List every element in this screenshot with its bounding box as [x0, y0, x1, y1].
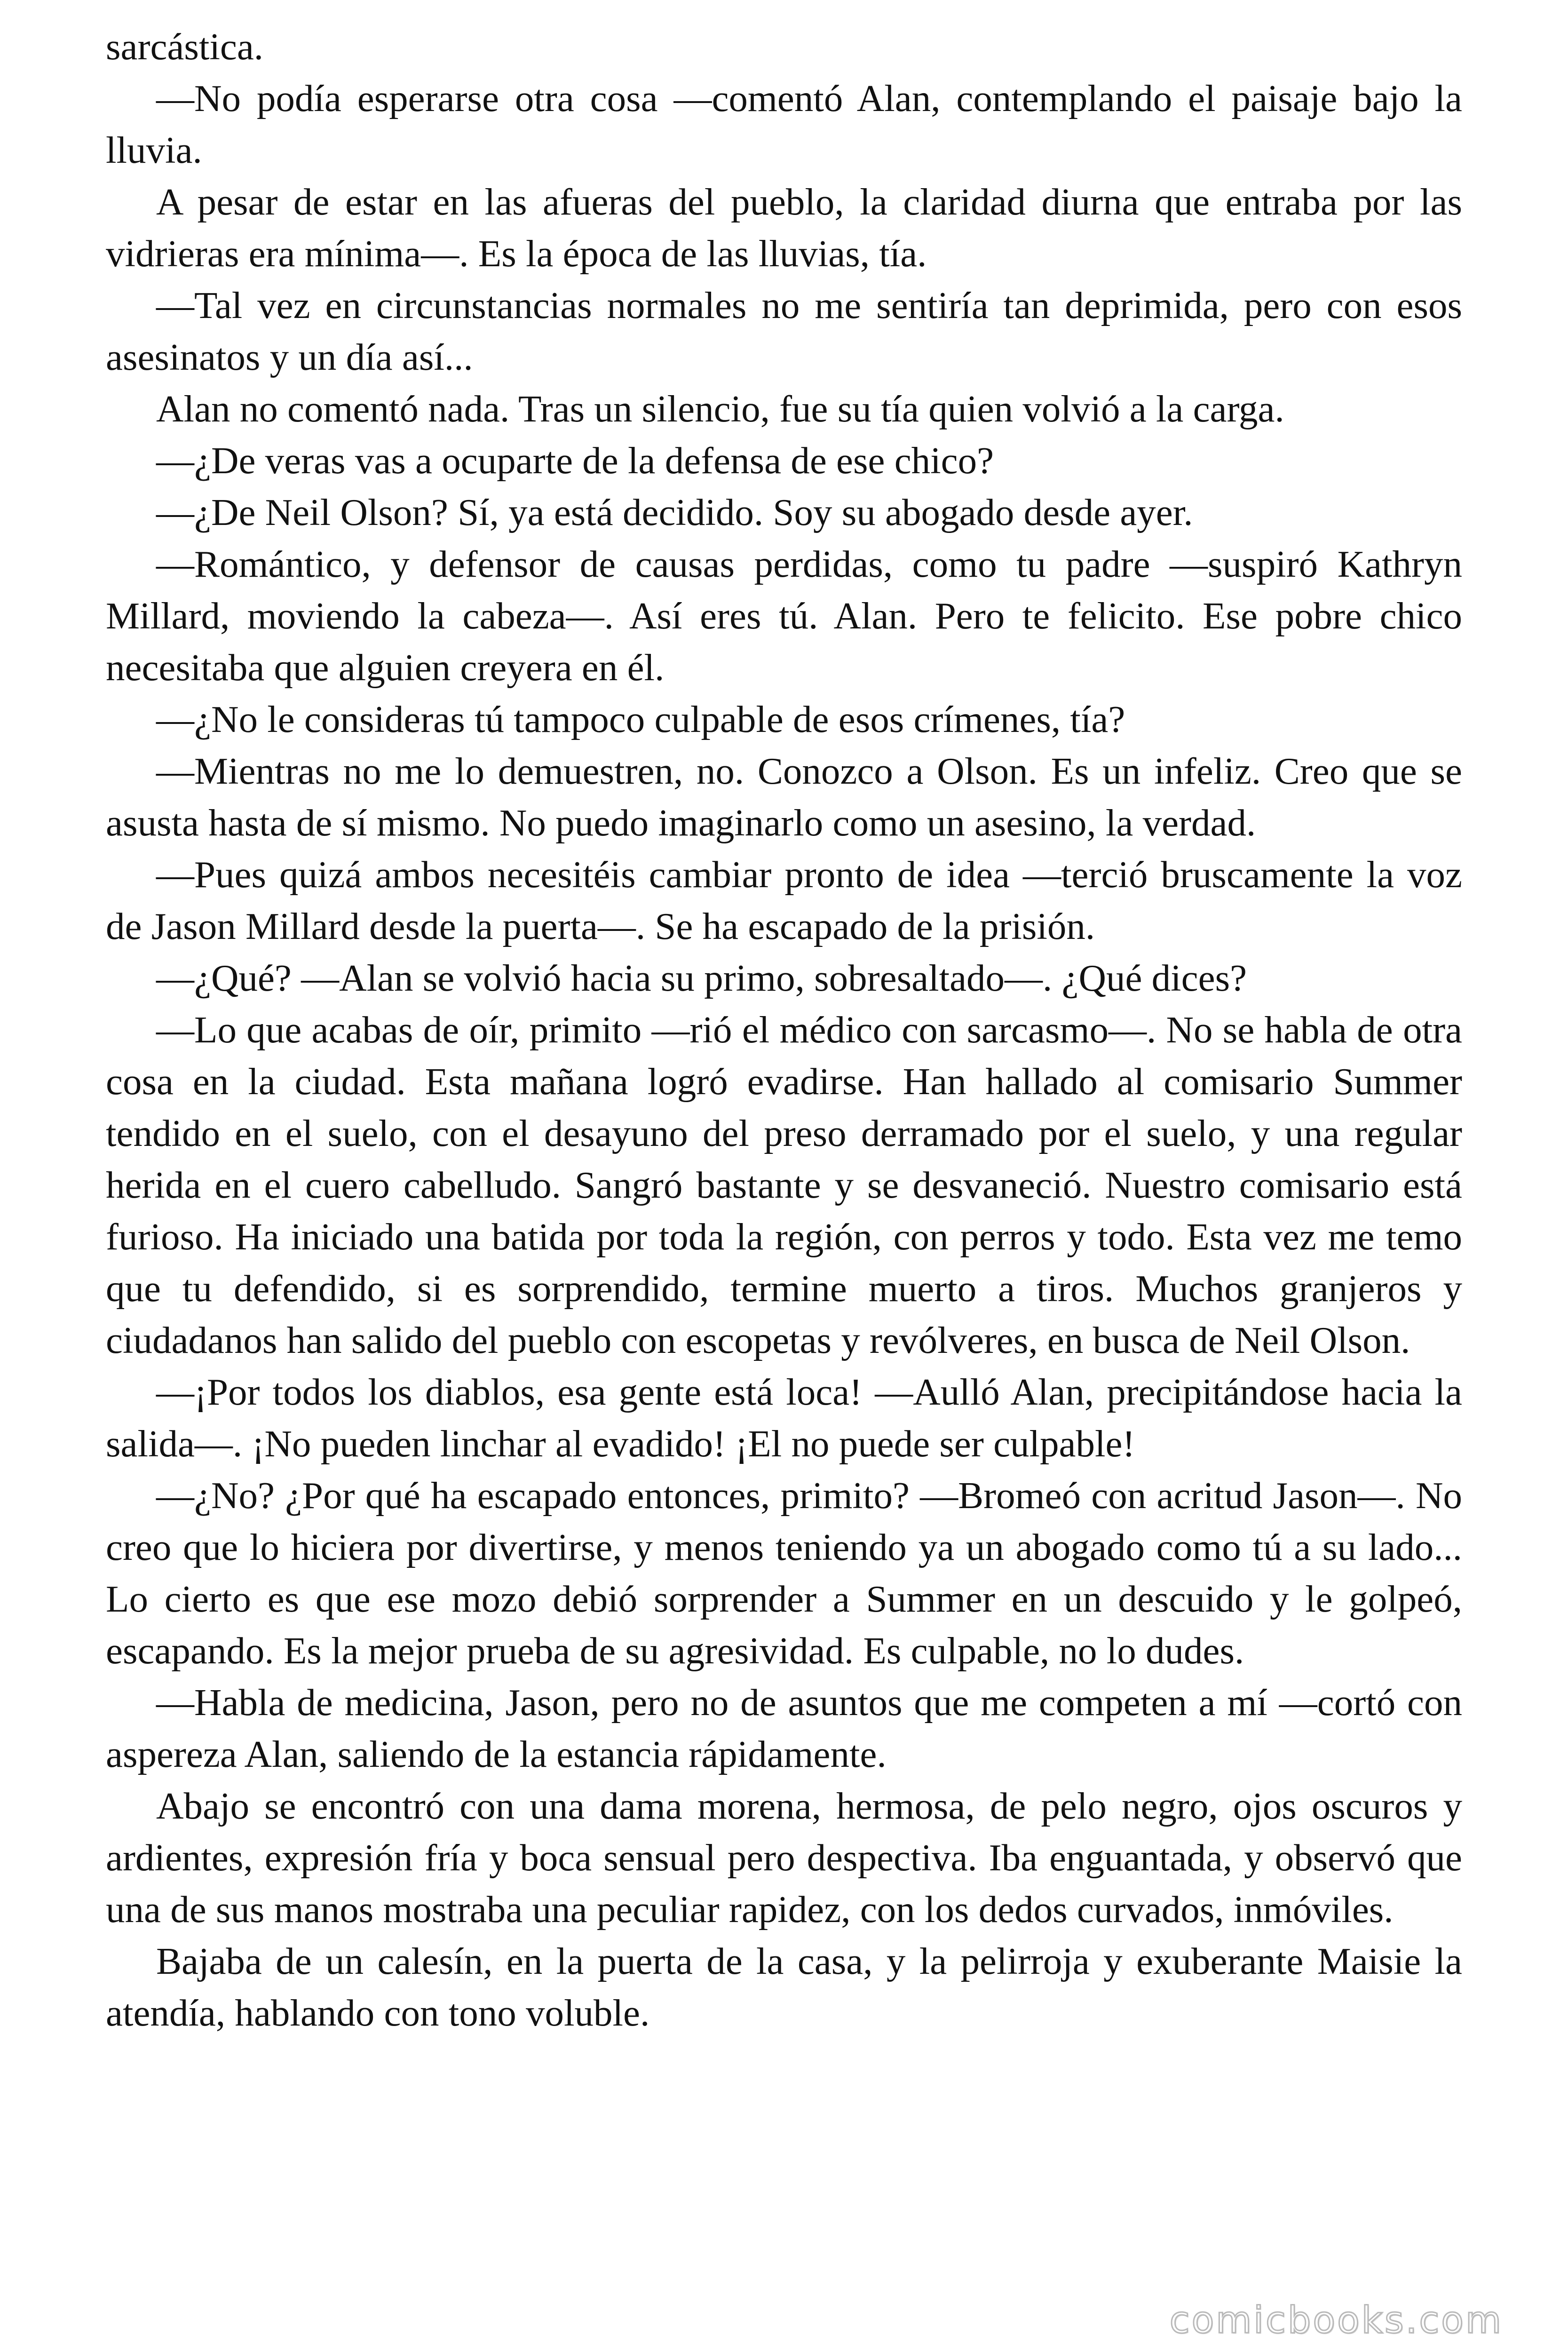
paragraph: —Pues quizá ambos necesitéis cambiar pronto de idea —terció bruscamente la voz de Jason Millard desde la puerta—. Se ha escapado de la prisión.: [106, 853, 1462, 947]
paragraph: —Mientras no me lo demuestren, no. Conozco a Olson. Es un infeliz. Creo que se asusta hasta de sí mismo. No puedo imaginarlo como un asesino, la verdad.: [106, 750, 1462, 844]
paragraph: —Tal vez en circunstancias normales no me sentiría tan deprimida, pero con esos asesinatos y un día así...: [106, 284, 1462, 378]
paragraph: Alan no comentó nada. Tras un silencio, fue su tía quien volvió a la carga.: [156, 388, 1284, 430]
paragraph: sarcástica.: [106, 25, 264, 68]
paragraph: —¿No le consideras tú tampoco culpable de esos crímenes, tía?: [156, 698, 1125, 740]
paragraph: —¡Por todos los diablos, esa gente está loca! —Aulló Alan, precipitándose hacia la salida—. ¡No pueden linchar al evadido! ¡El no puede ser culpable!: [106, 1371, 1462, 1465]
paragraph: —¿De Neil Olson? Sí, ya está decidido. Soy su abogado desde ayer.: [156, 491, 1193, 533]
paragraph: —No podía esperarse otra cosa —comentó Alan, contemplando el paisaje bajo la lluvia.: [106, 77, 1462, 171]
paragraph: Abajo se encontró con una dama morena, hermosa, de pelo negro, ojos oscuros y ardientes, expresión fría y boca sensual pero despectiva. Iba enguantada, y observó que una de sus manos mostraba una peculiar rapidez, con los dedos curvados, inmóviles.: [106, 1785, 1462, 1931]
paragraph: Bajaba de un calesín, en la puerta de la casa, y la pelirroja y exuberante Maisie la atendía, hablando con tono voluble.: [106, 1940, 1462, 2034]
paragraph: —¿Qué? —Alan se volvió hacia su primo, sobresaltado—. ¿Qué dices?: [156, 957, 1247, 999]
paragraph: —¿De veras vas a ocuparte de la defensa de ese chico?: [156, 439, 994, 482]
paragraph: —Romántico, y defensor de causas perdidas, como tu padre —suspiró Kathryn Millard, moviendo la cabeza—. Así eres tú. Alan. Pero te felicito. Ese pobre chico necesitaba que alguien creyera en él.: [106, 543, 1462, 689]
book-page-text: [106, 21, 1462, 2039]
paragraph: —Lo que acabas de oír, primito —rió el médico con sarcasmo—. No se habla de otra cosa en la ciudad. Esta mañana logró evadirse. Han hallado al comisario Summer tendido en el suelo, con el desayuno del preso derramado por el suelo, y una regular herida en el cuero cabelludo. Sangró bastante y se desvaneció. Nuestro comisario está furioso. Ha iniciado una batida por toda la región, con perros y todo. Esta vez me temo que tu defendido, si es sorprendido, termine muerto a tiros. Muchos granjeros y ciudadanos han salido del pueblo con escopetas y revólveres, en busca de Neil Olson.: [106, 1009, 1462, 1361]
paragraph: A pesar de estar en las afueras del pueblo, la claridad diurna que entraba por las vidrieras era mínima—. Es la época de las lluvias, tía.: [106, 181, 1462, 275]
watermark: comicbooks.com: [1169, 2299, 1503, 2342]
paragraph: —¿No? ¿Por qué ha escapado entonces, primito? —Bromeó con acritud Jason—. No creo que lo hiciera por divertirse, y menos teniendo ya un abogado como tú a su lado... Lo cierto es que ese mozo debió sorprender a Summer en un descuido y le golpeó, escapando. Es la mejor prueba de su agresividad. Es culpable, no lo dudes.: [106, 1474, 1462, 1672]
paragraph: —Habla de medicina, Jason, pero no de asuntos que me competen a mí —cortó con aspereza Alan, saliendo de la estancia rápidamente.: [106, 1681, 1462, 1775]
